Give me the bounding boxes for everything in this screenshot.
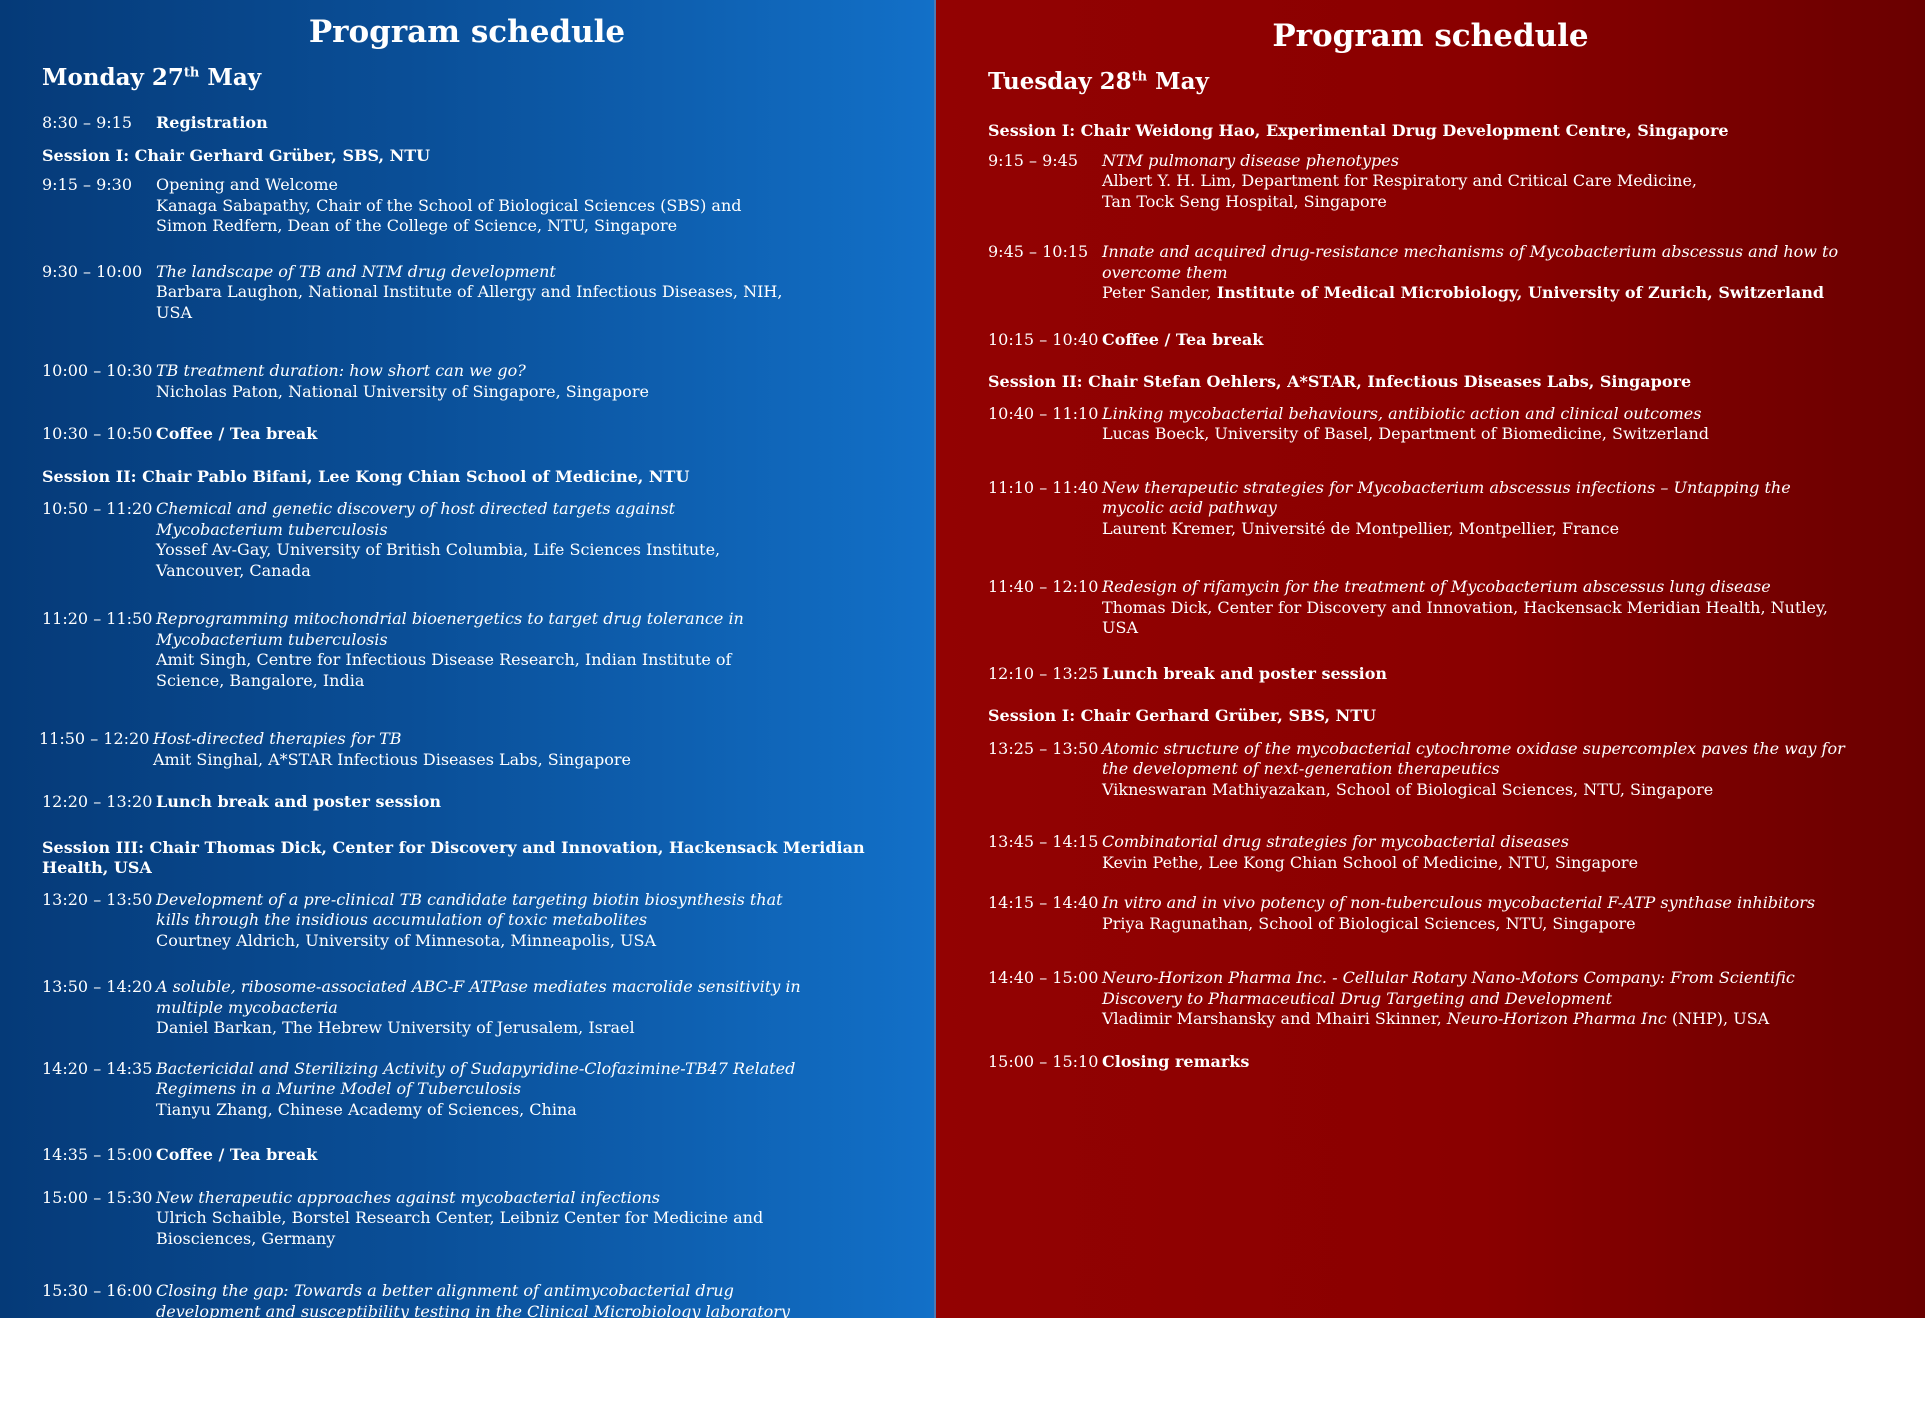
time-slot: 9:30 – 10:00 xyxy=(42,261,143,281)
talk-title: A soluble, ribosome-associated ABC-F ATPase mediates macrolide sensitivity in multiple mycobacteria xyxy=(156,977,801,1017)
speaker-affiliation: Neuro-Horizon Pharma Inc xyxy=(1446,1009,1667,1028)
item-body xyxy=(156,1059,802,1121)
speaker-line: Laurent Kremer, Université de Montpellier, Montpellier, France xyxy=(1102,518,1620,538)
item-body xyxy=(156,175,802,237)
item-body xyxy=(1102,242,1848,304)
time-slot: 10:50 – 11:20 xyxy=(42,499,153,518)
session-heading: Session II: Chair Stefan Oehlers, A*STAR, Infectious Diseases Labs, Singapore xyxy=(988,372,1692,391)
item-body xyxy=(156,499,802,581)
day-heading: Tuesday 28th May xyxy=(988,68,1209,95)
talk-title: TB treatment duration: how short can we go? xyxy=(156,361,526,380)
schedule-item xyxy=(988,242,1848,304)
talk-title: Linking mycobacterial behaviours, antibiotic action and clinical outcomes xyxy=(1102,403,1702,423)
time-slot: 13:45 – 14:15 xyxy=(988,832,1099,851)
schedule-item xyxy=(988,151,1848,213)
talk-title: Coffee / Tea break xyxy=(1102,329,1264,349)
schedule-list xyxy=(39,113,914,1406)
time-slot: 13:50 – 14:20 xyxy=(42,977,153,996)
time-slot: 9:45 – 10:15 xyxy=(988,242,1089,261)
item-body xyxy=(1102,577,1848,639)
time-slot: 14:20 – 14:35 xyxy=(42,1058,153,1078)
item-body xyxy=(156,890,802,952)
schedule-item xyxy=(39,729,799,770)
speaker-name: Peter Sander, xyxy=(1102,283,1217,302)
schedule-item xyxy=(988,577,1848,639)
schedule-item xyxy=(42,1385,802,1406)
talk-title: Opening and Welcome xyxy=(156,175,339,194)
speaker-name: Vladimir Marshansky and Mhairi Skinner, xyxy=(1102,1009,1447,1028)
schedule-item xyxy=(42,1145,802,1166)
talk-title: Bactericidal and Sterilizing Activity of Sudapyridine-Clofazimine-TB47 Related Regimens in a Murine Model of Tuberculosis xyxy=(156,1058,796,1098)
item-body xyxy=(1102,404,1848,445)
item-body xyxy=(1102,478,1848,540)
schedule-list xyxy=(988,121,1905,1072)
time-slot: 11:50 – 12:20 xyxy=(39,729,150,748)
talk-title: Combinatorial drug strategies for mycobacterial diseases xyxy=(1102,832,1569,851)
time-slot: 14:40 – 15:00 xyxy=(988,968,1099,987)
speaker-line: Tianyu Zhang, Chinese Academy of Sciences, China xyxy=(156,1099,577,1119)
monday-panel xyxy=(0,0,934,1404)
speaker-line: Yossef Av-Gay, University of British Columbia, Life Sciences Institute, Vancouver, Canada xyxy=(156,540,721,580)
talk-title: Closing the gap: Towards a better alignment of antimycobacterial drug development and susceptibility testing in the Clinical Microbiology laboratory xyxy=(156,1281,790,1321)
item-body xyxy=(156,1281,802,1363)
time-slot: 13:25 – 13:50 xyxy=(988,738,1099,758)
speaker-line: Thomas Dick, Center for Discovery and Innovation, Hackensack Meridian Health, Nutley, USA xyxy=(1102,597,1828,637)
schedule-item xyxy=(42,1281,802,1363)
time-slot: 8:30 – 9:15 xyxy=(42,113,133,132)
schedule-item xyxy=(42,1188,802,1250)
speaker-line: Amit Singh, Centre for Infectious Disease Research, Indian Institute of Science, Bangalore, India xyxy=(156,650,732,690)
schedule-item xyxy=(42,499,802,581)
time-slot: 15:00 – 15:30 xyxy=(42,1187,153,1207)
schedule-item xyxy=(42,1059,802,1121)
schedule-item xyxy=(988,1052,1848,1073)
speaker-line: Amit Singhal, A*STAR Infectious Diseases Labs, Singapore xyxy=(153,749,631,769)
schedule-item xyxy=(988,968,1848,1030)
item-body xyxy=(153,729,799,770)
talk-title: Poster session with refreshments xyxy=(156,1385,455,1404)
item-body xyxy=(1102,330,1848,351)
item-body xyxy=(156,1145,802,1166)
item-body xyxy=(1102,893,1848,934)
speaker-line: Ulrich Schaible, Borstel Research Center, Leibniz Center for Medicine and Biosciences, Germany xyxy=(156,1208,764,1248)
speaker-line: Florian Maurer, University Medical Center Hamburg-Eppendorf, Hamburg, Germany xyxy=(156,1322,769,1362)
speaker-line: Kanaga Sabapathy, Chair of the School of Biological Sciences (SBS) and xyxy=(156,195,742,215)
speaker-line xyxy=(1102,283,1848,304)
time-slot: 9:15 – 9:30 xyxy=(42,175,133,194)
talk-title: The landscape of TB and NTM drug development xyxy=(156,261,556,281)
item-body xyxy=(156,1385,802,1406)
tuesday-panel xyxy=(934,0,1925,1318)
schedule-item xyxy=(988,404,1848,445)
talk-title: Lunch break and poster session xyxy=(156,792,442,811)
session-heading: Session I: Chair Gerhard Grüber, SBS, NTU xyxy=(988,706,1377,725)
talk-title: NTM pulmonary disease phenotypes xyxy=(1102,150,1399,170)
speaker-line: Tan Tock Seng Hospital, Singapore xyxy=(1102,191,1387,211)
talk-title: Atomic structure of the mycobacterial cytochrome oxidase supercomplex paves the way for the development of next-generation therapeutics xyxy=(1102,738,1845,778)
speaker-line: Simon Redfern, Dean of the College of Science, NTU, Singapore xyxy=(156,216,678,235)
talk-title: Host-directed therapies for TB xyxy=(153,729,402,748)
talk-title: In vitro and in vivo potency of non-tuberculous mycobacterial F-ATP synthase inhibitors xyxy=(1102,893,1816,912)
schedule-item xyxy=(988,832,1848,873)
talk-title: Chemical and genetic discovery of host directed targets against Mycobacterium tuberculosis xyxy=(156,499,676,539)
speaker-affiliation: Institute of Medical Microbiology, University of Zurich, Switzerland xyxy=(1216,283,1825,302)
time-slot: 16:00 – 17:30 xyxy=(42,1385,153,1404)
time-slot: 11:20 – 11:50 xyxy=(42,609,153,628)
schedule-item xyxy=(42,113,802,134)
item-body xyxy=(156,113,802,134)
speaker-line: Lucas Boeck, University of Basel, Department of Biomedicine, Switzerland xyxy=(1102,424,1710,443)
schedule-item xyxy=(42,361,802,402)
time-slot: 13:20 – 13:50 xyxy=(42,889,153,909)
speaker-line: Daniel Barkan, The Hebrew University of Jerusalem, Israel xyxy=(156,1018,635,1037)
schedule-item xyxy=(988,664,1848,685)
talk-title: Closing remarks xyxy=(1102,1051,1250,1071)
talk-title: Innate and acquired drug-resistance mechanisms of Mycobacterium abscessus and how to overcome them xyxy=(1102,242,1839,282)
talk-title: Coffee / Tea break xyxy=(156,424,318,443)
schedule-item xyxy=(42,977,802,1039)
schedule-item xyxy=(988,893,1848,934)
schedule-item xyxy=(988,478,1848,540)
talk-title: Redesign of rifamycin for the treatment of Mycobacterium abscessus lung disease xyxy=(1102,577,1771,596)
schedule-item xyxy=(42,792,802,813)
speaker-line: Courtney Aldrich, University of Minnesota, Minneapolis, USA xyxy=(156,930,657,950)
schedule-item xyxy=(42,262,802,324)
item-body xyxy=(1102,1052,1848,1073)
item-body xyxy=(156,424,802,445)
item-body xyxy=(156,1188,802,1250)
schedule-item xyxy=(42,609,802,691)
talk-title: Registration xyxy=(156,113,268,132)
time-slot: 14:35 – 15:00 xyxy=(42,1145,153,1164)
schedule-item xyxy=(988,330,1848,351)
speaker-line: Vikneswaran Mathiyazakan, School of Biological Sciences, NTU, Singapore xyxy=(1102,779,1714,799)
item-body xyxy=(1102,664,1848,685)
talk-title: Neuro-Horizon Pharma Inc. - Cellular Rotary Nano-Motors Company: From Scientific Discovery to Pharmaceutical Drug Targeting and Development xyxy=(1102,968,1795,1008)
item-body xyxy=(156,262,802,324)
time-slot: 10:00 – 10:30 xyxy=(42,361,153,380)
item-body xyxy=(1102,968,1848,1030)
item-body xyxy=(156,792,802,813)
speaker-line: Kevin Pethe, Lee Kong Chian School of Medicine, NTU, Singapore xyxy=(1102,852,1639,872)
talk-title: New therapeutic strategies for Mycobacterium abscessus infections – Untapping the mycolic acid pathway xyxy=(1102,477,1791,517)
panel-title: Program schedule xyxy=(308,14,626,50)
speaker-line: Nicholas Paton, National University of Singapore, Singapore xyxy=(156,381,649,401)
schedule-item xyxy=(42,424,802,445)
time-slot: 12:20 – 13:20 xyxy=(42,792,153,811)
item-body xyxy=(156,977,802,1039)
time-slot: 10:15 – 10:40 xyxy=(988,329,1099,349)
speaker-line xyxy=(1102,1009,1848,1030)
item-body xyxy=(1102,739,1848,801)
schedule-item xyxy=(42,175,802,237)
speaker-line: Albert Y. H. Lim, Department for Respiratory and Critical Care Medicine, xyxy=(1102,171,1698,190)
session-heading: Session I: Chair Gerhard Grüber, SBS, NTU xyxy=(42,145,431,165)
session-heading: Session I: Chair Weidong Hao, Experimental Drug Development Centre, Singapore xyxy=(988,121,1729,140)
talk-title: Coffee / Tea break xyxy=(156,1145,318,1164)
schedule-item xyxy=(988,739,1848,801)
session-heading: Session II: Chair Pablo Bifani, Lee Kong Chian School of Medicine, NTU xyxy=(42,466,690,486)
day-heading: Monday 27th May xyxy=(42,64,262,91)
time-slot: 10:30 – 10:50 xyxy=(42,424,153,443)
session-heading: Session III: Chair Thomas Dick, Center for Discovery and Innovation, Hackensack Meridian Health, USA xyxy=(42,837,865,877)
item-body xyxy=(1102,151,1848,213)
talk-title: Lunch break and poster session xyxy=(1102,663,1388,683)
time-slot: 10:40 – 11:10 xyxy=(988,403,1099,423)
speaker-line: Priya Ragunathan, School of Biological Sciences, NTU, Singapore xyxy=(1102,913,1636,933)
talk-title: Development of a pre-clinical TB candidate targeting biotin biosynthesis that kills through the insidious accumulation of toxic metabolites xyxy=(156,889,783,929)
speaker-affiliation-suffix: (NHP), USA xyxy=(1666,1009,1770,1028)
talk-title: New therapeutic approaches against mycobacterial infections xyxy=(156,1187,661,1207)
talk-title: Reprogramming mitochondrial bioenergetics to target drug tolerance in Mycobacterium tuberculosis xyxy=(156,609,744,649)
item-body xyxy=(1102,832,1848,873)
speaker-line: Barbara Laughon, National Institute of Allergy and Infectious Diseases, NIH, USA xyxy=(156,282,783,322)
time-slot: 12:10 – 13:25 xyxy=(988,663,1099,683)
panel-title: Program schedule xyxy=(1272,18,1589,54)
schedule-item xyxy=(42,890,802,952)
time-slot: 11:10 – 11:40 xyxy=(988,477,1099,497)
time-slot: 15:00 – 15:10 xyxy=(988,1051,1099,1071)
time-slot: 11:40 – 12:10 xyxy=(988,577,1099,596)
item-body xyxy=(156,361,802,402)
time-slot: 15:30 – 16:00 xyxy=(42,1281,153,1300)
time-slot: 14:15 – 14:40 xyxy=(988,893,1099,912)
item-body xyxy=(156,609,802,691)
time-slot: 9:15 – 9:45 xyxy=(988,150,1079,170)
